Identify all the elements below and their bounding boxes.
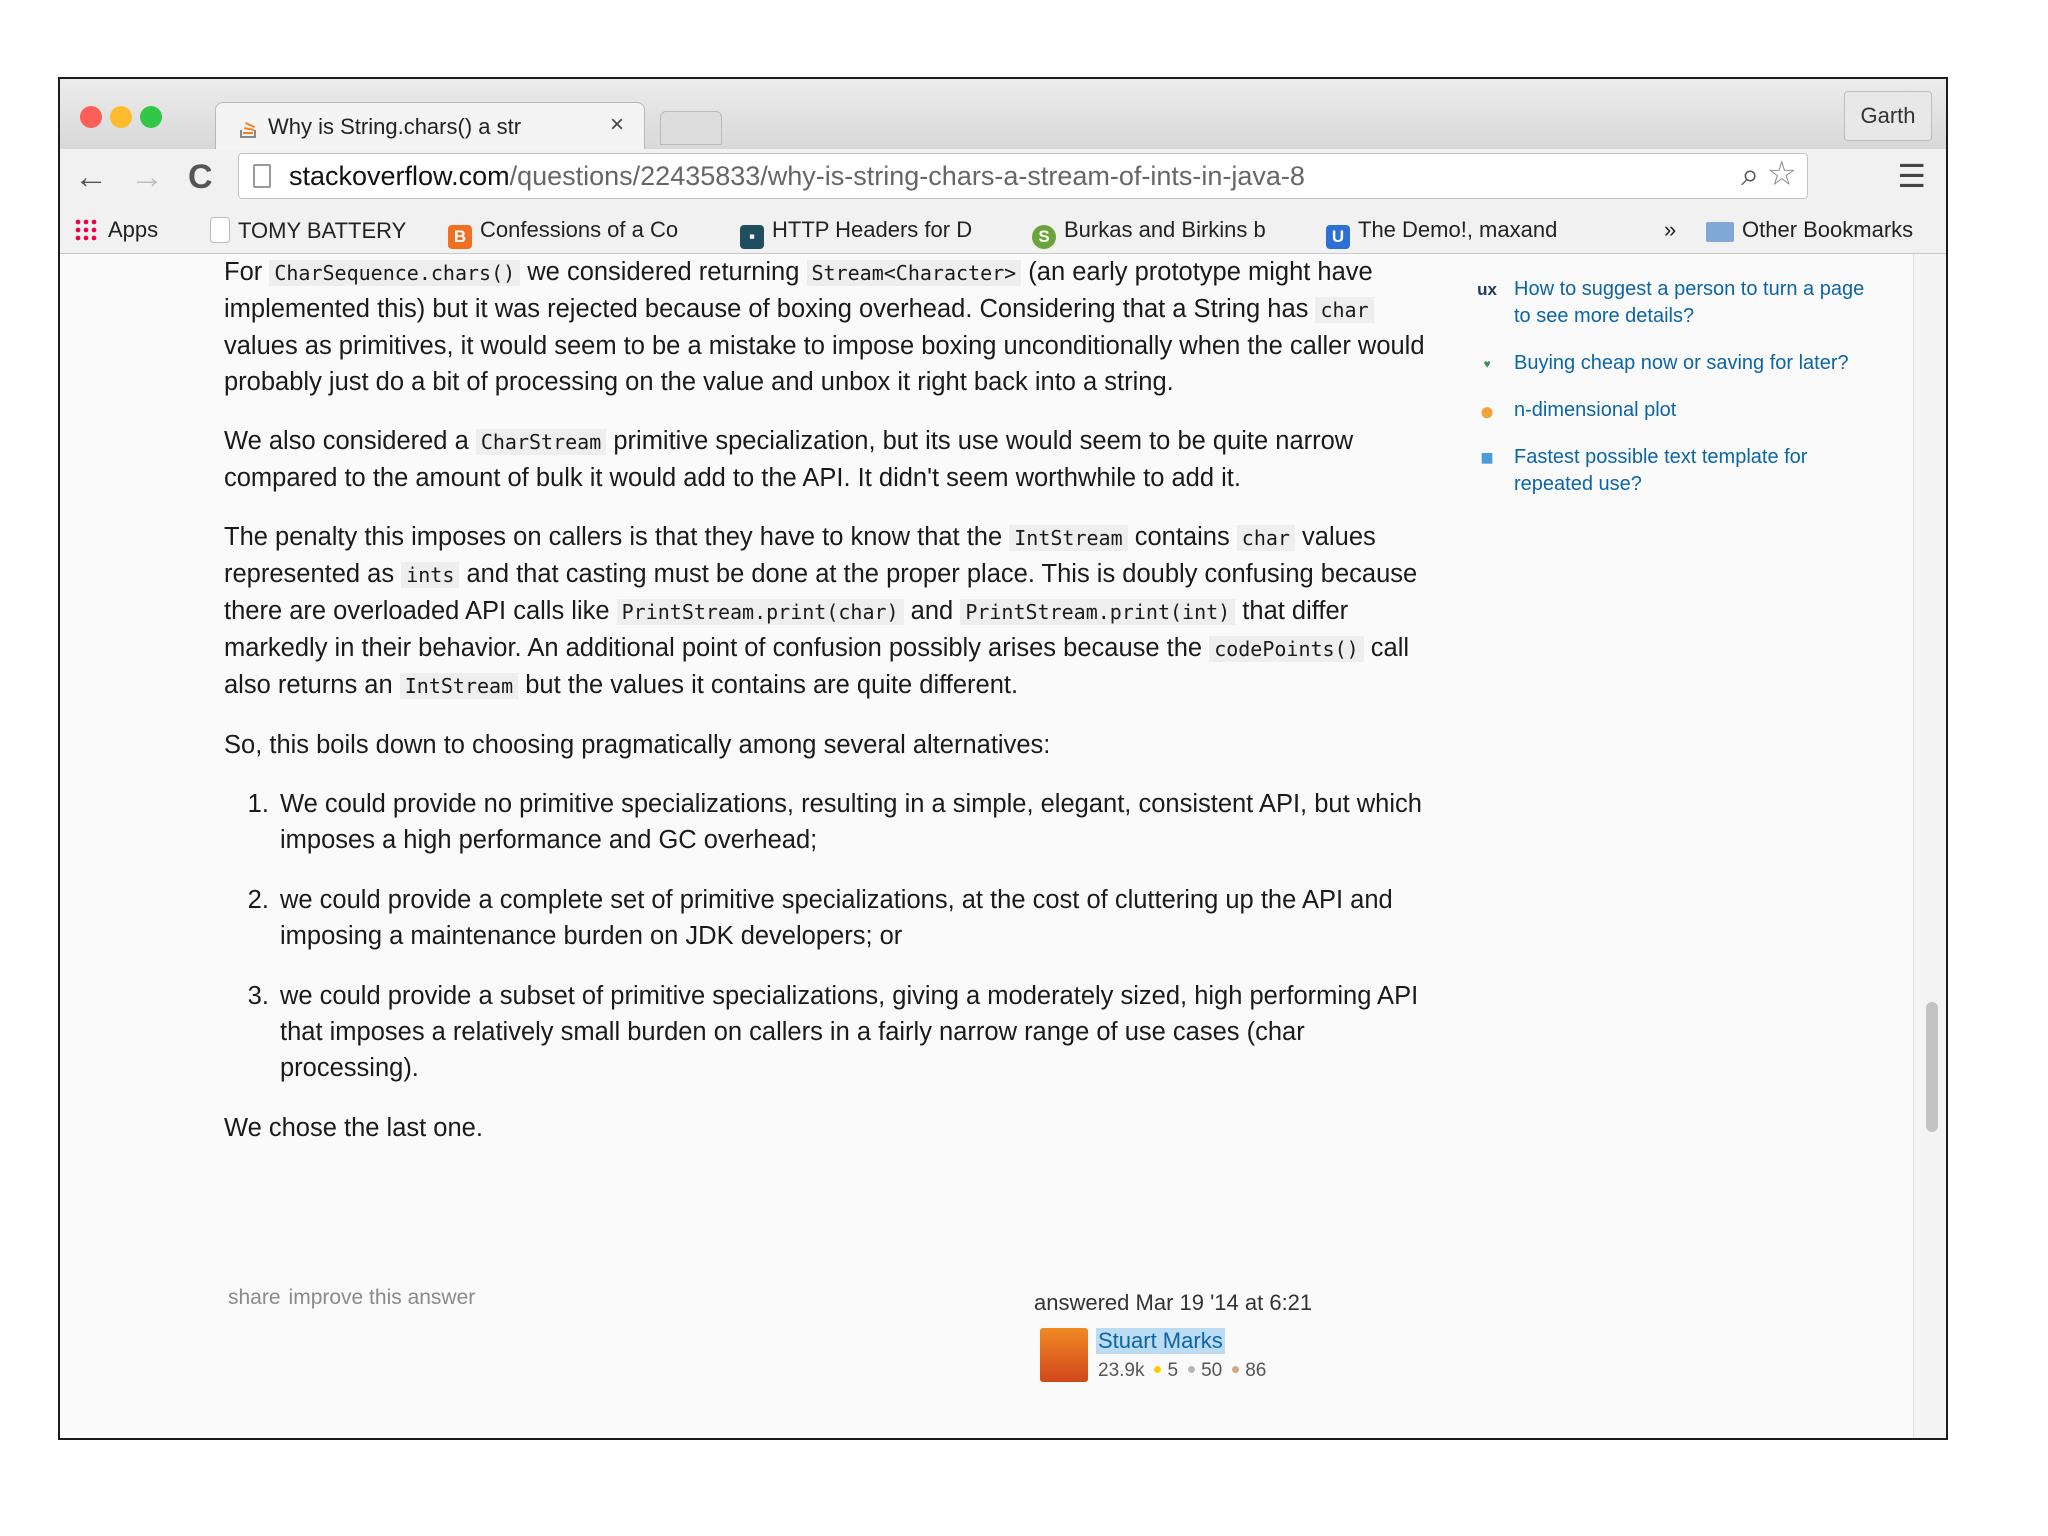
other-bookmarks-label: Other Bookmarks bbox=[1742, 217, 1914, 242]
silver-badge-icon bbox=[1188, 1366, 1195, 1373]
ux-icon: ux bbox=[1477, 280, 1497, 299]
inline-code: CharSequence.chars() bbox=[269, 260, 520, 286]
forward-arrow-icon[interactable]: → bbox=[130, 158, 164, 196]
text: and that casting must be done at the proper place. This is doubly confusing because there are overloaded API calls like bbox=[224, 560, 1418, 625]
answer-paragraph: So, this boils down to choosing pragmatically among several alternatives: bbox=[224, 731, 1051, 759]
text: primitive specialization, but its use would seem to be quite narrow compared to the amount of bulk it would add to the API. It didn't seem worthwhile to add it. bbox=[224, 427, 1354, 492]
text: we considered returning bbox=[520, 258, 807, 286]
related-question-link[interactable]: How to suggest a person to turn a page to see more details? bbox=[1514, 278, 1865, 327]
answer-body bbox=[224, 254, 1444, 1169]
inline-code: Stream<Character> bbox=[807, 260, 1022, 286]
inline-code: CharStream bbox=[476, 429, 606, 455]
text: (an early prototype might have implemented this) but it was rejected because of boxing overhead. Considering that a String has bbox=[224, 258, 1373, 323]
url-path: /questions/22435833/why-is-string-chars-a-stream-of-ints-in-java-8 bbox=[509, 161, 1305, 191]
address-bar[interactable] bbox=[238, 153, 1808, 199]
list-item bbox=[1474, 276, 1874, 330]
star-icon[interactable]: ☆ bbox=[1766, 155, 1797, 193]
related-question-link[interactable]: n-dimensional plot bbox=[1514, 399, 1677, 421]
bronze-badge-icon bbox=[1232, 1366, 1239, 1373]
orange-circle-icon: ● bbox=[1479, 396, 1495, 426]
list-item: 2. we could provide a complete set of primitive specializations, at the cost of cluttering up the API and imposing a maintenance burden on JDK developers; or bbox=[276, 882, 1444, 954]
bookmark-label: Confessions of a Co bbox=[480, 217, 679, 242]
silver-badge-count: 50 bbox=[1201, 1360, 1223, 1381]
magnifier-icon[interactable]: ⌕ bbox=[1741, 156, 1759, 192]
share-link[interactable]: share bbox=[228, 1286, 281, 1309]
text: contains bbox=[1127, 523, 1237, 551]
inline-code: IntStream bbox=[1009, 525, 1127, 551]
bookmark-item[interactable] bbox=[740, 217, 972, 249]
list-item bbox=[1474, 444, 1874, 498]
inline-code: ints bbox=[401, 562, 459, 588]
text: that differ markedly in their behavior. An additional point of confusion possibly arises because the bbox=[224, 597, 1349, 662]
browser-window bbox=[58, 77, 1948, 1440]
bookmark-item[interactable] bbox=[448, 217, 678, 249]
page-content bbox=[60, 254, 1946, 1438]
stackoverflow-icon bbox=[238, 117, 258, 139]
bookmark-apps[interactable] bbox=[74, 217, 158, 243]
avatar[interactable] bbox=[1040, 1328, 1088, 1382]
inline-code: char bbox=[1237, 525, 1295, 551]
url-text bbox=[289, 161, 1305, 192]
blogger-icon: B bbox=[448, 225, 472, 249]
inline-code: PrintStream.print(int) bbox=[960, 599, 1235, 625]
answered-timestamp: answered Mar 19 '14 at 6:21 bbox=[1034, 1290, 1313, 1315]
text: values as primitives, it would seem to be a mistake to impose boxing unconditionally when the caller would probably just do a bit of processing on the value and unbox it right back into a string. bbox=[224, 332, 1425, 396]
bookmarks-bar bbox=[60, 205, 1946, 254]
bookmarks-overflow-chevron-icon[interactable]: » bbox=[1664, 217, 1677, 242]
close-window-button[interactable] bbox=[80, 106, 102, 128]
list-item bbox=[1474, 350, 1874, 377]
tab-close-icon[interactable]: × bbox=[610, 111, 625, 138]
inline-code: IntStream bbox=[400, 673, 518, 699]
blue-square-icon: ■ bbox=[1480, 445, 1494, 470]
list-item bbox=[1474, 397, 1874, 424]
page-icon bbox=[210, 217, 230, 243]
browser-toolbar bbox=[60, 149, 1946, 205]
new-tab-button[interactable] bbox=[660, 111, 722, 145]
answer-paragraph bbox=[224, 519, 1444, 704]
tool-icon: ▪ bbox=[740, 225, 764, 249]
text: and bbox=[903, 597, 961, 625]
bookmark-apps-label: Apps bbox=[108, 217, 159, 242]
text: For bbox=[224, 258, 270, 286]
user-name-link[interactable]: Stuart Marks bbox=[1098, 1328, 1223, 1353]
tab-title: Why is String.chars() a str bbox=[268, 114, 522, 139]
zoom-window-button[interactable] bbox=[140, 106, 162, 128]
u-icon: U bbox=[1326, 225, 1350, 249]
reputation bbox=[1098, 1360, 1266, 1382]
bookmark-label: Burkas and Birkins b bbox=[1064, 217, 1266, 242]
user-signature bbox=[1034, 1290, 1354, 1381]
scrollbar-thumb[interactable] bbox=[1926, 1002, 1938, 1132]
text: values represented as bbox=[224, 523, 1376, 588]
gold-badge-icon bbox=[1154, 1366, 1161, 1373]
inline-code: codePoints() bbox=[1209, 636, 1364, 662]
reload-icon[interactable]: C bbox=[188, 158, 213, 196]
inline-code: char bbox=[1315, 297, 1373, 323]
improve-answer-link[interactable]: improve this answer bbox=[288, 1286, 476, 1309]
back-arrow-icon[interactable]: ← bbox=[74, 158, 108, 196]
url-host: stackoverflow.com bbox=[289, 161, 510, 191]
bookmark-item[interactable] bbox=[1326, 217, 1557, 249]
profile-button[interactable]: Garth bbox=[1844, 91, 1932, 141]
bookmark-item[interactable] bbox=[210, 217, 406, 244]
bookmark-label: TOMY BATTERY bbox=[238, 218, 407, 243]
browser-tab[interactable] bbox=[215, 102, 645, 150]
other-bookmarks[interactable] bbox=[1706, 217, 1913, 243]
post-menu bbox=[228, 1286, 483, 1310]
text: but the values it contains are quite different. bbox=[518, 671, 1019, 699]
answer-paragraph: We chose the last one. bbox=[224, 1114, 483, 1142]
list-item: 3. we could provide a subset of primitive specializations, giving a moderately sized, high performing API that imposes a relatively small burden on callers in a fairly narrow range of use cases (char processing). bbox=[276, 978, 1444, 1086]
answer-paragraph bbox=[224, 423, 1444, 496]
bookmark-item[interactable] bbox=[1032, 217, 1266, 249]
bookmark-label: The Demo!, maxand bbox=[1358, 217, 1558, 242]
text: The penalty this imposes on callers is that they have to know that the bbox=[224, 523, 1010, 551]
related-question-link[interactable]: Fastest possible text template for repeated use? bbox=[1514, 446, 1808, 495]
leaf-icon: ♥ bbox=[1483, 357, 1491, 371]
text: We also considered a bbox=[224, 427, 476, 455]
scrollbar[interactable] bbox=[1913, 254, 1946, 1438]
reputation-score: 23.9k bbox=[1098, 1360, 1145, 1381]
bronze-badge-count: 86 bbox=[1245, 1360, 1267, 1381]
inline-code: PrintStream.print(char) bbox=[617, 599, 904, 625]
apps-grid-icon bbox=[74, 218, 98, 242]
s-icon: S bbox=[1032, 225, 1056, 249]
page-icon bbox=[253, 164, 271, 188]
title-bar bbox=[60, 79, 1946, 149]
hot-network-questions bbox=[1474, 276, 1874, 518]
list-item: 1. We could provide no primitive specializations, resulting in a simple, elegant, consistent API, but which imposes a high performance and GC overhead; bbox=[276, 786, 1444, 858]
folder-icon bbox=[1706, 222, 1734, 242]
gold-badge-count: 5 bbox=[1167, 1360, 1179, 1381]
related-question-link[interactable]: Buying cheap now or saving for later? bbox=[1514, 352, 1849, 374]
text: call also returns an bbox=[224, 634, 1410, 699]
answer-paragraph bbox=[224, 254, 1444, 400]
bookmark-label: HTTP Headers for D bbox=[772, 217, 973, 242]
minimize-window-button[interactable] bbox=[110, 106, 132, 128]
alternatives-list bbox=[224, 786, 1444, 1086]
hamburger-menu-icon[interactable]: ☰ bbox=[1897, 158, 1926, 194]
